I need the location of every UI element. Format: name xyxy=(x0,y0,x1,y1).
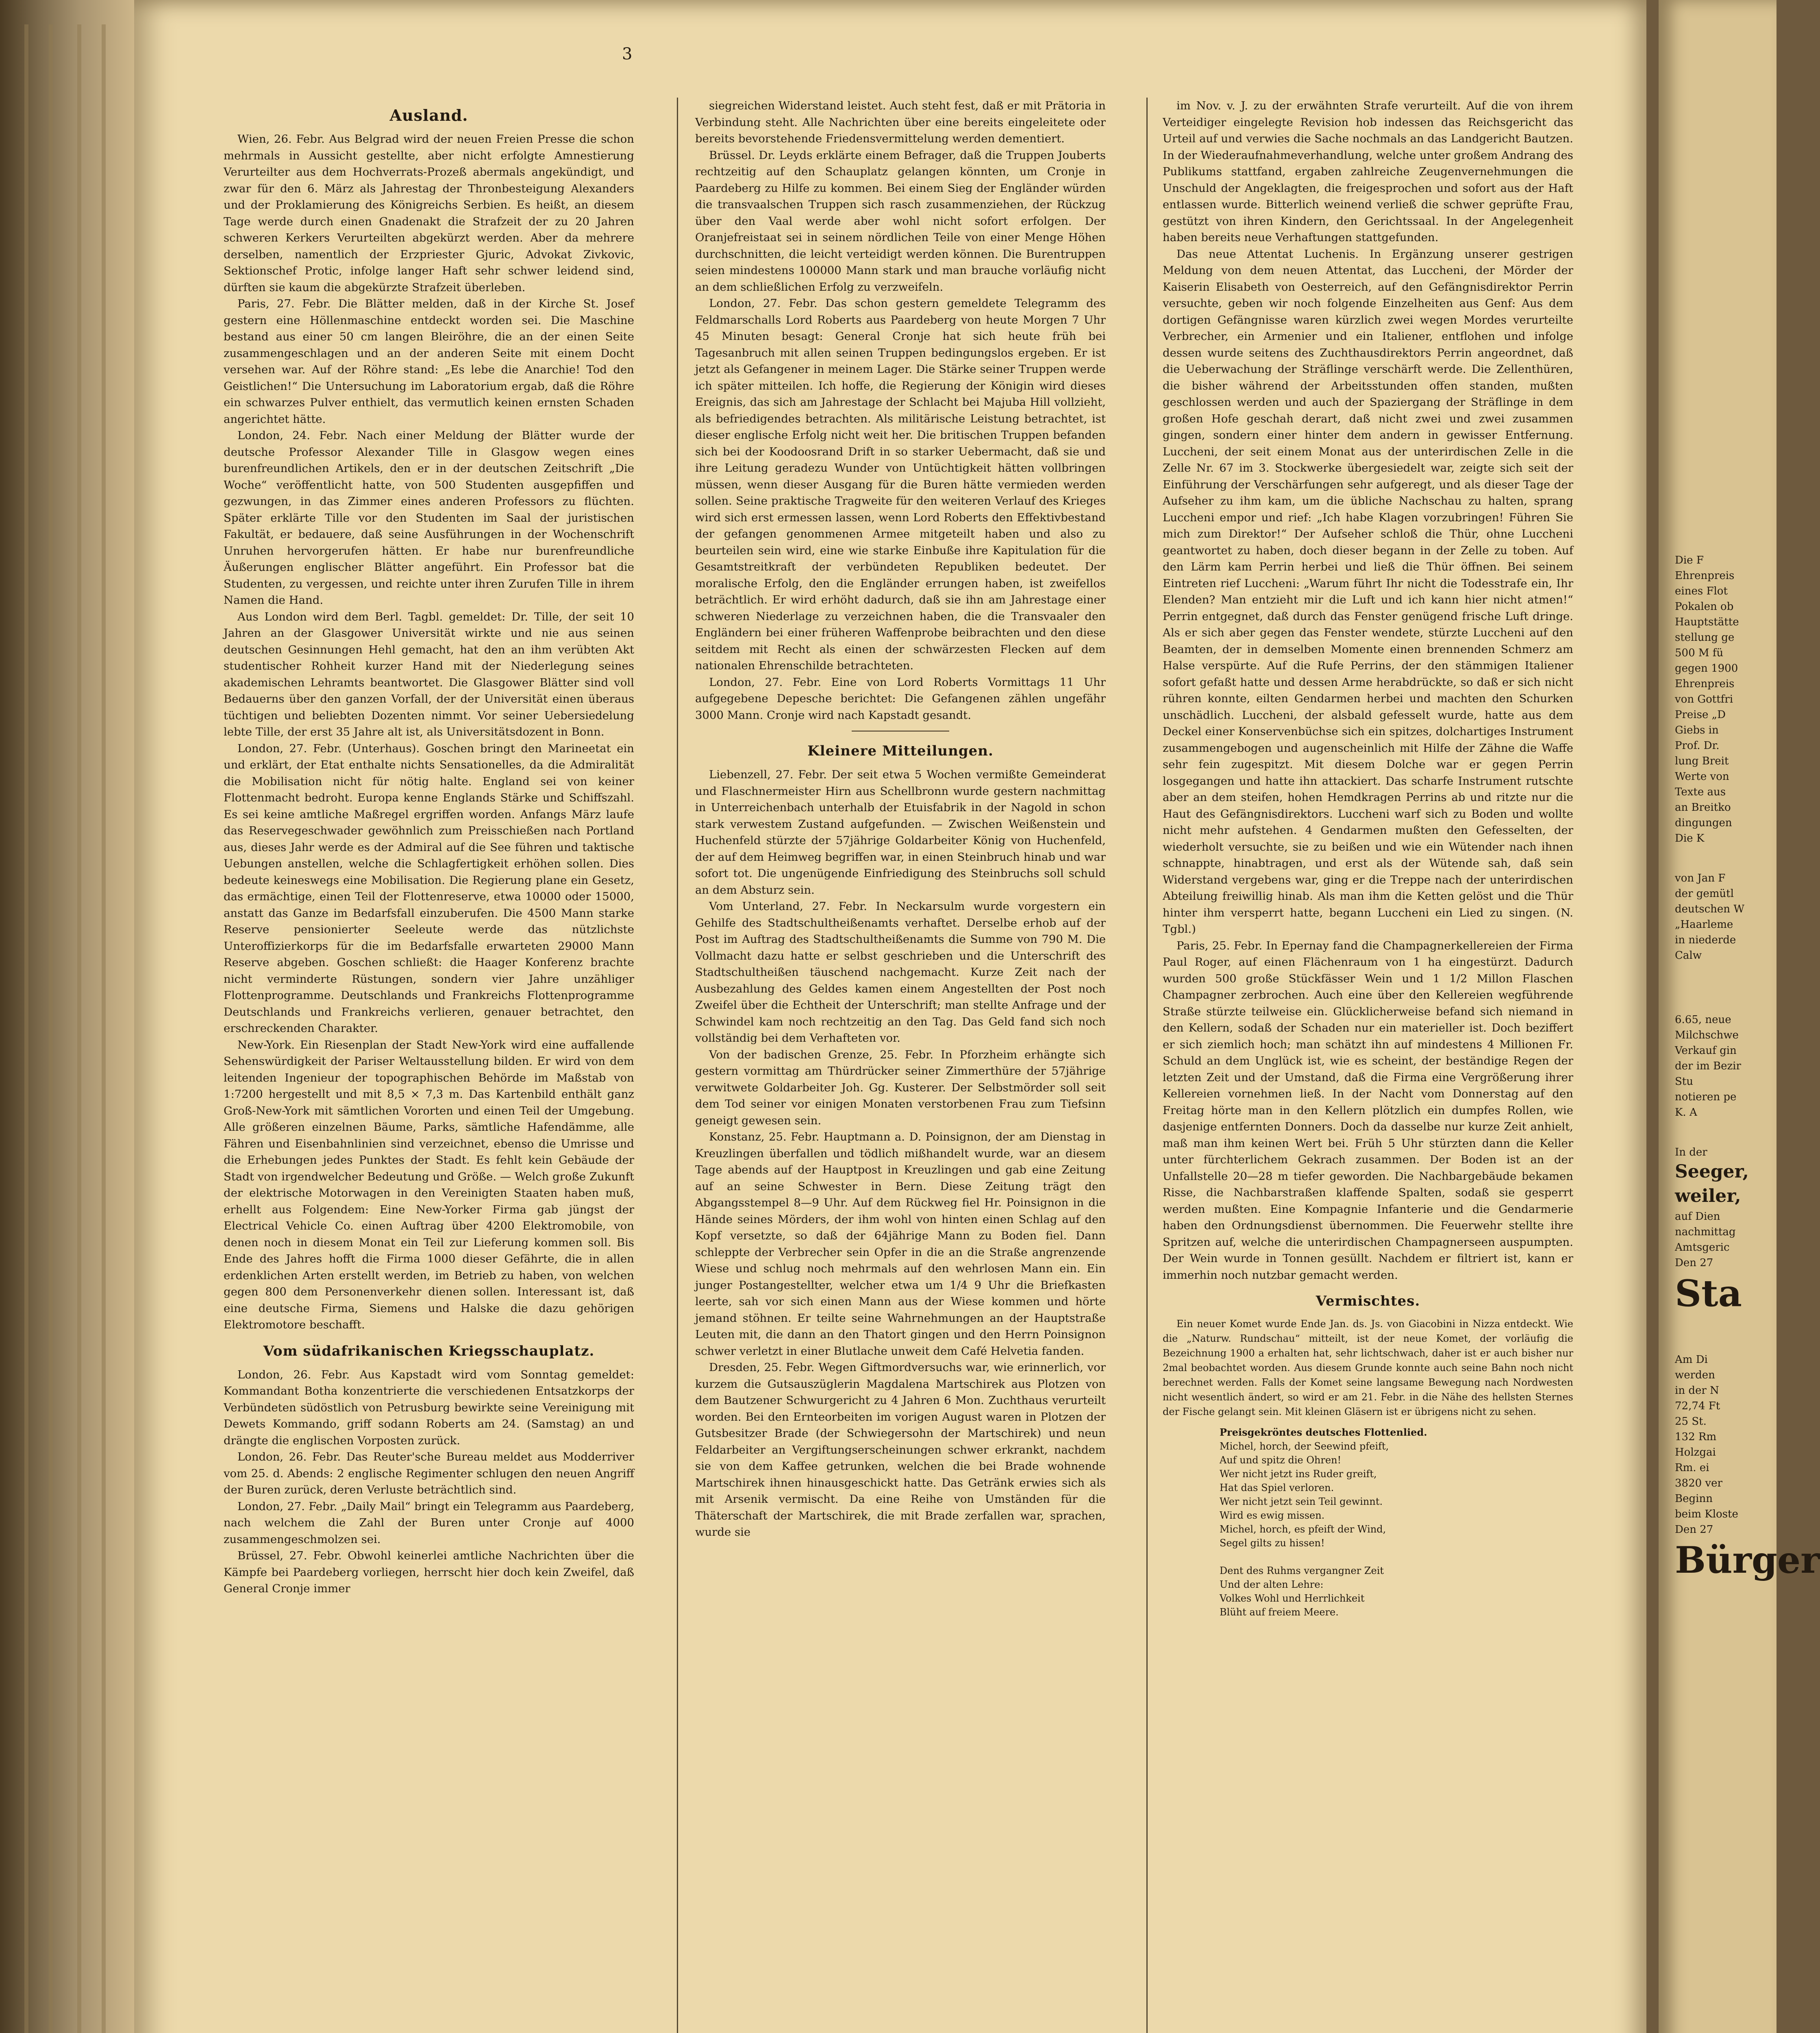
adjacent-text-fragment: nachmittag xyxy=(1675,1226,1736,1238)
poem-lines xyxy=(1220,1439,1573,1619)
adjacent-text-fragment: Rm. ei xyxy=(1675,1462,1709,1474)
adjacent-text-fragment: 72,74 Ft xyxy=(1675,1400,1720,1412)
adjacent-text-fragment: Die K xyxy=(1675,832,1705,845)
section-title-kriegsschauplatz: Vom südafrikanischen Kriegsschauplatz. xyxy=(263,1343,595,1359)
newspaper-page xyxy=(134,0,1646,2033)
article-paragraph: Von der badischen Grenze, 25. Febr. In Pforzheim erhängte sich gestern vormittag am Thürdrücker seiner Zimmerthüre der 57jährige verwitwete Goldarbeiter Joh. Gg. Kusterer. Der Selbstmörder soll seit dem Tod seiner vor einigen Monaten verstorbenen Frau zum Tiefsinn geneigt gewesen sein. xyxy=(695,1048,1106,1127)
column-rule xyxy=(677,98,678,2033)
article-paragraph: London, 26. Febr. Das Reuter'sche Bureau meldet aus Modderriver vom 25. d. Abends: 2 englische Regimenter schlugen den neuen Angriff der Buren zurück, deren Verluste beträchtlich sind. xyxy=(224,1450,634,1496)
adjacent-text-fragment: Prof. Dr. xyxy=(1675,740,1720,752)
article-list xyxy=(1163,98,1573,1283)
adjacent-text-fragment: 6.65, neue xyxy=(1675,1014,1731,1026)
poem-line: Wer nicht jetzt ins Ruder greift, xyxy=(1220,1468,1377,1480)
article-paragraph: London, 27. Febr. Eine von Lord Roberts Vormittags 11 Uhr aufgegebene Depesche berichtet: Die Gefangenen zählen ungefähr 3000 Mann. Cronje wird nach Kapstadt gesandt. xyxy=(695,675,1106,722)
poem-title: Preisgekröntes deutsches Flottenlied. xyxy=(1220,1426,1427,1438)
adjacent-text-fragment: Am Di xyxy=(1675,1354,1708,1366)
poem xyxy=(1220,1426,1573,1619)
adjacent-text-fragment: Bürger xyxy=(1675,1539,1820,1582)
article-paragraph: Aus London wird dem Berl. Tagbl. gemeldet: Dr. Tille, der seit 10 Jahren an der Glasgower Universität wirkte und nie aus seinen deutschen Gesinnungen Hehl gemacht, hat den an ihm verübten Akt studentischer Rohheit kurzer Hand mit der Niederlegung seines akademischen Lehramts beantwortet. Die Glasgower Blätter sind voll Bedauerns über den ganzen Vorfall, der der Universität einen überaus tüchtigen und beliebten Dozenten nimmt. Vor seiner Uebersiedelung lebte Tille, der erst 35 Jahre alt ist, als Universitätsdozent in Bonn. xyxy=(224,610,634,738)
adjacent-text-fragment: „Haarleme xyxy=(1675,919,1733,931)
page-edges xyxy=(102,24,106,2033)
poem-line: Blüht auf freiem Meere. xyxy=(1220,1606,1339,1618)
adjacent-text-fragment: Hauptstätte xyxy=(1675,616,1739,628)
adjacent-text-fragment: werden xyxy=(1675,1369,1715,1381)
adjacent-text-fragment: Werte von xyxy=(1675,771,1729,783)
section-title-vermischtes: Vermischtes. xyxy=(1316,1293,1420,1309)
article-list xyxy=(1163,1317,1573,1419)
adjacent-text-fragment: Ehrenpreis xyxy=(1675,570,1735,582)
column-2 xyxy=(695,98,1106,2033)
adjacent-text-fragment: Pokalen ob xyxy=(1675,601,1734,613)
adjacent-text-fragment: stellung ge xyxy=(1675,631,1735,644)
adjacent-text-fragment: eines Flot xyxy=(1675,585,1728,597)
page-number: 3 xyxy=(622,45,633,63)
article-paragraph: London, 27. Febr. (Unterhaus). Goschen bringt den Marineetat ein und erklärt, der Etat enthalte nichts Sensationelles, da die Admiralität die Mobilisation nicht für nötig halte. England sei von keiner Flottenmacht bedroht. Europa kenne Englands Stärke und Schiffszahl. Es sei keine amtliche Maßregel ergriffen worden. Anfangs März laufe das Reservegeschwader gewöhnlich zum Preisschießen nach Portland aus, dieses Jahr werde es der Admiral auf die See führen und taktische Uebungen anstellen, welche die Schlagfertigkeit erhöhen sollen. Dies bedeute keineswegs eine Mobilisation. Die Regierung plane ein Gesetz, das ermächtige, einen Teil der Flottenreserve, etwa 10000 oder 15000, anstatt das Ganze im Bedarfsfall einzuberufen. Die 4500 Mann starke Reserve pensionierter Seeleute werde das nützlichste Unteroffizierkorps für die im Bedarfsfalle erwarteten 29000 Mann Reserve abgeben. Goschen schließt: die Haager Konferenz brachte nicht verminderte Rüstungen, sondern vier Jahre unzähliger Flottenprogramme. Deutschlands und Frankreichs Flottenprogramme Deutschlands und Frankreichs verlieren, genauer betrachtet, den erschreckenden Charakter. xyxy=(224,742,634,1035)
article-paragraph: Brüssel, 27. Febr. Obwohl keinerlei amtliche Nachrichten über die Kämpfe bei Paardeberg vorliegen, herrscht hier doch kein Zweifel, daß General Cronje immer xyxy=(224,1549,634,1595)
article-paragraph: Brüssel. Dr. Leyds erklärte einem Befrager, daß die Truppen Jouberts rechtzeitig auf den Schauplatz gelangen könnten, um Cronje in Paardeberg zu Hilfe zu kommen. Bei einem Sieg der Engländer würden die transvaalschen Truppen sich rasch zusammenziehen, der Rückzug über den Vaal werde aber wohl nicht sofort erfolgen. Der Oranjefreistaat sei in seinem nördlichen Teile von einer Menge Höhen durchschnitten, die leicht verteidigt werden können. Die Burentruppen seien mindestens 100000 Mann stark und man brauche vorläufig nicht an dem schließlichen Erfolg zu verzweifeln. xyxy=(695,148,1106,294)
adjacent-text-fragment: K. A xyxy=(1675,1106,1697,1119)
poem-line: Wird es ewig missen. xyxy=(1220,1510,1325,1521)
article-paragraph: im Nov. v. J. zu der erwähnten Strafe verurteilt. Auf die von ihrem Verteidiger eingelegte Revision hob indessen das Reichsgericht das Urteil auf und verwies die Sache nochmals an das Landgericht Bautzen. In der Wiederaufnahmeverhandlung, welche unter großem Andrang des Publikums stattfand, ergaben zahlreiche Zeugenvernehmungen die Unschuld der Angeklagten, die freigesprochen und sofort aus der Haft entlassen wurde. Bitterlich weinend verließ die schwer geprüfte Frau, gestützt von ihren Kindern, den Gerichtssaal. In der Angelegenheit haben bereits neue Verhaftungen stattgefunden. xyxy=(1163,99,1573,244)
column-3 xyxy=(1163,98,1573,2033)
adjacent-text-fragment: Verkauf gin xyxy=(1675,1045,1737,1057)
poem-line: Volkes Wohl und Herrlichkeit xyxy=(1220,1593,1365,1604)
column-rule xyxy=(1146,98,1148,2033)
article-list xyxy=(224,131,634,1333)
poem-line xyxy=(1220,1550,1573,1564)
article-paragraph: Paris, 25. Febr. In Epernay fand die Champagnerkellereien der Firma Paul Roger, auf einen Flächenraum von 1 ha eingestürzt. Dadurch wurden 500 große Stückfässer Wein und 1 1/2 Millon Flaschen Champagner zerbrochen. Auch eine über den Kellereien wegführende Straße stürzte teilweise ein. Glücklicherweise befand sich niemand in den Kellern, sodaß der Schaden nur ein materieller ist. Doch beziffert er sich ziemlich hoch; man schätzt ihn auf mindestens 4 Millionen Fr. Schuld an dem Unglück ist, wie es scheint, der beständige Regen der letzten Zeit und der Umstand, daß die Firma eine Vergrößerung ihrer Kellereien vornehmen ließ. In der Nacht vom Donnerstag auf den Freitag hörte man in den Kellern plötzlich ein dumpfes Rollen, wie dasjenige entfernten Donners. Doch da dasselbe nur kurze Zeit anhielt, maß man ihm keinen Wert bei. Früh 5 Uhr stürzten dann die Keller unter fürchterlichem Gekrach zusammen. Der Boden ist an der Unfallstelle 20—28 m tiefer geworden. Die Nachbargebäude bekamen Risse, die Nachbarstraßen klaffende Spalten, sodaß sie gesperrt werden mußten. Eine Kompagnie Infanterie und die Gendarmerie haben den Ordnungsdienst übernommen. Die Feuerwehr stellte ihre Spritzen auf, welche die unterirdischen Champagnerseen auspumpten. Der Wein wurde in Tonnen gesüllt. Nachdem er filtriert ist, kann er immerhin noch nutzbar gemacht werden. xyxy=(1163,939,1573,1282)
poem-line: Michel, horch, es pfeift der Wind, xyxy=(1220,1524,1386,1535)
article-paragraph: London, 26. Febr. Aus Kapstadt wird vom Sonntag gemeldet: Kommandant Botha konzentrierte die verschiedenen Entsatzkorps der Verbündeten südöstlich von Petrusburg bewirkte seine Vereinigung mit Dewets Kommando, griff sodann Roberts am 24. (Samstag) an und drängte die englischen Vorposten zurück. xyxy=(224,1368,634,1447)
poem-line: Wer nicht jetzt sein Teil gewinnt. xyxy=(1220,1496,1383,1507)
adjacent-text-fragment: 25 St. xyxy=(1675,1415,1707,1428)
adjacent-text-fragment: von Gottfri xyxy=(1675,693,1733,705)
adjacent-text-fragment: Den 27 xyxy=(1675,1257,1713,1269)
book-binding xyxy=(0,0,134,2033)
adjacent-text-fragment: gegen 1900 xyxy=(1675,662,1738,675)
adjacent-text-fragment: Den 27 xyxy=(1675,1524,1713,1536)
article-list xyxy=(695,766,1106,1541)
article-paragraph: Liebenzell, 27. Febr. Der seit etwa 5 Wochen vermißte Gemeinderat und Flaschnermeister Hirn aus Schellbronn wurde gestern nachmittag in Unterreichenbach unterhalb der Etuisfabrik in der Nagold in schon stark verwestem Zustand aufgefunden. — Zwischen Weißenstein und Huchenfeld stürzte der 57jährige Goldarbeiter König von Huchenfeld, der auf dem Heimweg begriffen war, in einen Steinbruch hinab und war sofort tot. Die ungenügende Einfriedigung des Steinbruchs soll schuld an dem Absturz sein. xyxy=(695,768,1106,897)
adjacent-text-fragment: notieren pe xyxy=(1675,1091,1737,1103)
article-paragraph: Konstanz, 25. Febr. Hauptmann a. D. Poinsignon, der am Dienstag in Kreuzlingen überfallen und tödlich mißhandelt wurde, war an diesem Tage abends auf der Hauptpost in Kreuzlingen und gab eine Zeitung auf an seine Schwester in Bern. Diese Zeitung trägt den Abgangsstempel 8—9 Uhr. Auf dem Rückweg fiel Hr. Poinsignon in die Hände seines Mörders, der ihm wohl von hinten einen Schlag auf den Kopf versetzte, so daß der 64jährige Mann zu Boden fiel. Dann schleppte der Verbrecher sein Opfer in die an die Straße angrenzende Wiese und schlug noch mehrmals auf den wehrlosen Mann ein. Ein junger Postangestellter, welcher etwa um 1/4 9 Uhr die Briefkasten leerte, sah vor sich einen Mann aus der Wiese kommen und hörte jemand stöhnen. Er teilte seine Wahrnehmungen an der Hauptstraße Leuten mit, die dann an den Thatort gingen und den Herrn Poinsignon schwer verletzt in einer Blutlache unweit dem Café Helvetia fanden. xyxy=(695,1130,1106,1358)
article-paragraph: Wien, 26. Febr. Aus Belgrad wird der neuen Freien Presse die schon mehrmals in Aussicht gestellte, aber nicht erfolgte Amnestierung Verurteilter aus dem Hochverrats-Prozeß abermals angekündigt, und zwar für den 6. März als Jahrestag der Thronbesteigung Alexanders und der Proklamierung des Königreichs Serbien. Es heißt, an diesem Tage werde durch einen Gnadenakt die Strafzeit der zu 20 Jahren schweren Kerkers Verurteilten abgekürzt werden. Aber da mehrere derselben, namentlich der Erzpriester Gjuric, Advokat Zivkovic, Sektionschef Protic, infolge langer Haft sehr schwer leidend sind, dürften sie kaum die abgekürzte Strafzeit überleben. xyxy=(224,133,634,294)
article-paragraph: London, 24. Febr. Nach einer Meldung der Blätter wurde der deutsche Professor Alexander Tille in Glasgow wegen eines burenfreundlichen Artikels, den er in der deutschen Zeitschrift „Die Woche“ veröffentlicht hatte, von 500 Studenten ausgepfiffen und gezwungen, in das Zimmer eines anderen Professors zu flüchten. Später erklärte Tille vor den Studenten im Saal der juristischen Fakultät, er bedauere, daß seine Ausführungen in der Wochenschrift Unruhen hervorgerufen hätten. Er habe nur burenfreundliche Äußerungen englischer Blätter angeführt. Ein Professor bat die Studenten, zu vergessen, und reichte unter ihren Zurufen Tille in ihrem Namen die Hand. xyxy=(224,429,634,607)
adjacent-text-fragment: Ehrenpreis xyxy=(1675,678,1735,690)
article-paragraph: New-York. Ein Riesenplan der Stadt New-York wird eine auffallende Sehenswürdigkeit der Pariser Weltausstellung bilden. Er wird von dem leitenden Ingenieur der topographischen Behörde im Maßstab von 1:7200 hergestellt und mit 8,5 × 7,3 m. Das Kartenbild enthält ganz Groß-New-York mit sämtlichen Vororten und einen Teil der Umgebung. Alle größeren einzelnen Bäume, Parks, sämtliche Hafendämme, alle Fähren und Eisenbahnlinien sind verzeichnet, ebenso die Umrisse und die Erhebungen jedes Punktes der Stadt. Es fehlt kein Gebäude der Stadt von irgendwelcher Bedeutung und Größe. — Welch große Zukunft der elektrische Motorwagen in den Vereinigten Staaten haben muß, erhellt aus Folgendem: Eine New-Yorker Firma gab jüngst der Electrical Vehicle Co. einen Auftrag über 4200 Elektromobile, von denen noch in diesem Monat ein Teil zur Lieferung kommen soll. Bis Ende des Jahres hofft die Firma 1000 dieser Gefährte, die in allen erdenklichen Arten erstellt werden, im Betrieb zu haben, von welchen gegen 800 dem Personenverkehr dienen sollen. Interessant ist, daß eine deutsche Firma, Siemens und Halske die dazu gehörigen Elektromotore beschafft. xyxy=(224,1038,634,1331)
article-list xyxy=(695,98,1106,723)
adjacent-text-fragment: an Breitko xyxy=(1675,801,1731,814)
adjacent-text-fragment: von Jan F xyxy=(1675,872,1726,884)
adjacent-text-fragment: auf Dien xyxy=(1675,1210,1720,1223)
poem-line: Auf und spitz die Ohren! xyxy=(1220,1454,1342,1466)
poem-line: Segel gilts zu hissen! xyxy=(1220,1537,1325,1549)
adjacent-text-fragment: in niederde xyxy=(1675,934,1736,946)
article-paragraph: Dresden, 25. Febr. Wegen Giftmordversuchs war, wie erinnerlich, vor kurzem die Gutsauszüglerin Magdalena Martschirek aus Plotzen von dem Bautzener Schwurgericht zu 4 Jahren 6 Mon. Zuchthaus verurteilt worden. Bei den Ernteorbeiten im vorigen August waren in Plotzen der Gutsbesitzer Brade (der Schwiegersohn der Martschirek) und neun Feldarbeiter an Vergiftungserscheinungen schwer erkrankt, nachdem sie von dem Kaffee getrunken, welchen die bei Brade wohnende Martschirek ihnen hinausgeschickt hatte. Das Getränk erwies sich als mit Arsenik vermischt. Da eine Reihe von Umständen für die Thäterschaft der Martschirek, die mit Brade zerfallen war, sprachen, wurde sie xyxy=(695,1361,1106,1539)
adjacent-text-fragment: Amtsgeric xyxy=(1675,1241,1730,1254)
adjacent-text-fragment: In der xyxy=(1675,1146,1707,1158)
adjacent-text-fragment: Sta xyxy=(1675,1272,1742,1315)
adjacent-text-fragment: Seeger, xyxy=(1675,1161,1749,1182)
page-edges xyxy=(49,24,53,2033)
poem-line: Michel, horch, der Seewind pfeift, xyxy=(1220,1441,1389,1452)
adjacent-text-fragment: 132 Rm xyxy=(1675,1431,1717,1443)
article-paragraph: Vom Unterland, 27. Febr. In Neckarsulm wurde vorgestern ein Gehilfe des Stadtschultheißenamts verhaftet. Derselbe erhob auf der Post im Auftrag des Stadtschultheißenamts die Summe von 790 M. Die Vollmacht dazu hatte er selbst geschrieben und die Unterschrift des Stadtschultheißen täuschend nachgemacht. Kurze Zeit nach der Ausbezahlung des Geldes kamen einem Angestellten der Post noch Zweifel über die Echtheit der Unterschrift; man stellte Anfrage und der Schwindel kam noch rechtzeitig an den Tag. Das Geld fand sich noch vollständig bei dem Verhafteten vor. xyxy=(695,900,1106,1045)
adjacent-text-fragment: beim Kloste xyxy=(1675,1508,1738,1520)
page-edges xyxy=(77,24,81,2033)
adjacent-text-fragment: Preise „D xyxy=(1675,709,1726,721)
adjacent-text-fragment: der gemütl xyxy=(1675,888,1734,900)
adjacent-text-fragment: in der N xyxy=(1675,1384,1719,1397)
article-paragraph: Paris, 27. Febr. Die Blätter melden, daß in der Kirche St. Josef gestern eine Höllenmaschine entdeckt worden sei. Die Maschine bestand aus einer 50 cm langen Bleiröhre, die an der einen Seite zusammengeschlagen und an der anderen Seite mit einem Docht versehen war. Auf der Röhre stand: „Es lebe die Anarchie! Tod den Geistlichen!“ Die Untersuchung im Laboratorium ergab, daß die Röhre ein schwarzes Pulver enthielt, das vermutlich keinen ernsten Schaden angerichtet hätte. xyxy=(224,297,634,426)
section-title-ausland: Ausland. xyxy=(389,106,468,124)
article-paragraph: siegreichen Widerstand leistet. Auch steht fest, daß er mit Prätoria in Verbindung steht. Alle Nachrichten über eine bereits eingeleitete oder bereits bevorstehende Friedensvermittelung werden dementiert. xyxy=(695,99,1106,145)
adjacent-text-fragment: deutschen W xyxy=(1675,903,1744,915)
adjacent-text-fragment: Calw xyxy=(1675,949,1702,962)
adjacent-text-fragment: weiler, xyxy=(1675,1186,1741,1206)
article-paragraph: London, 27. Febr. „Daily Mail“ bringt ein Telegramm aus Paardeberg, nach welchem die Zahl der Buren unter Cronje auf 4000 zusammengeschmolzen sei. xyxy=(224,1500,634,1546)
adjacent-text-fragment: Die F xyxy=(1675,554,1704,566)
article-paragraph: Ein neuer Komet wurde Ende Jan. ds. Js. von Giacobini in Nizza entdeckt. Wie die „Naturw. Rundschau“ mitteilt, ist der neue Komet, der vorläufig die Bezeichnung 1900 a erhalten hat, sehr lichtschwach, daher ist er auch bisher nur 2mal beobachtet worden. Aus diesem Grunde konnte auch seine Bahn noch nicht berechnet werden. Falls der Komet seine langsame Bewegung nach Nordwesten nicht wesentlich ändert, so wird er am 21. Febr. in die Nähe des hellsten Sternes der Fische gelangt sein. Mit kleinen Gläsern ist er übrigens nicht zu sehen. xyxy=(1163,1318,1573,1417)
article-paragraph: London, 27. Febr. Das schon gestern gemeldete Telegramm des Feldmarschalls Lord Roberts aus Paardeberg von heute Morgen 7 Uhr 45 Minuten besagt: General Cronje hat sich heute früh bei Tagesanbruch mit allen seinen Truppen bedingungslos ergeben. Er ist jetzt als Gefangener in meinem Lager. Die Stärke seiner Truppen werde ich später mitteilen. Ich hoffe, die Regierung der Königin wird dieses Ereignis, das sich am Jahrestage der Schlacht bei Majuba Hill vollzieht, als befriedigendes betrachten. Als militärische Leistung betrachtet, ist dieser englische Erfolg nicht weit her. Die britischen Truppen befanden sich bei der Koodoosrand Drift in so starker Uebermacht, daß sie und ihre Leitung geradezu Wunder von Untüchtigkeit hätten vollbringen müssen, wenn dieser Ausgang für die Buren hätte vermieden werden sollen. Seine praktische Tragweite für den weiteren Verlauf des Krieges wird sich erst ermessen lassen, wenn Lord Roberts den Effektivbestand der gefangen genommenen Armee mitgeteilt haben und also zu beurteilen sein wird, eine wie starke Einbuße ihre Kapitulation für die Gesamtstreitkraft der verbündeten Republiken bedeutet. Der moralische Erfolg, den die Engländer errungen haben, ist zweifellos beträchtlich. Er wird erhöht dadurch, daß sie ihn am Jahrestage einer schweren Niederlage zu verzeichnen haben, die die Transvaaler den Engländern bei einer früheren Waffenprobe beibrachten und den diese seitdem mit Recht als einen der schwärzesten Flecken auf dem nationalen Ehrenschilde betrachteten. xyxy=(695,297,1106,672)
adjacent-text-fragment: 3820 ver xyxy=(1675,1477,1722,1489)
adjacent-text-fragment: dingungen xyxy=(1675,817,1732,829)
poem-line: Hat das Spiel verloren. xyxy=(1220,1482,1334,1493)
page-edges xyxy=(24,24,28,2033)
adjacent-text-fragment: 500 M fü xyxy=(1675,647,1724,659)
adjacent-text-fragment: der im Bezir xyxy=(1675,1060,1741,1072)
adjacent-text-fragment: Stu xyxy=(1675,1075,1694,1088)
section-title-mitteilungen: Kleinere Mitteilungen. xyxy=(807,743,994,759)
adjacent-text-fragment: lung Breit xyxy=(1675,755,1729,767)
adjacent-text-fragment: Beginn xyxy=(1675,1493,1713,1505)
article-list xyxy=(224,1367,634,1597)
adjacent-text-fragment: Milchschwe xyxy=(1675,1029,1739,1041)
adjacent-text-fragment: Texte aus xyxy=(1675,786,1726,798)
adjacent-text-fragment: Giebs in xyxy=(1675,724,1719,736)
poem-line: Dent des Ruhms vergangner Zeit xyxy=(1220,1565,1384,1576)
adjacent-text-fragment: Holzgai xyxy=(1675,1446,1716,1458)
column-1 xyxy=(224,98,634,2033)
article-paragraph: Das neue Attentat Luchenis. In Ergänzung unserer gestrigen Meldung von dem neuen Attentat, das Luccheni, der Mörder der Kaiserin Elisabeth von Oesterreich, auf den Gefängnisdirektor Perrin versuchte, geben wir noch folgende Einzelheiten aus Genf: Aus dem dortigen Gefängnisse waren kürzlich zwei wegen Mordes verurteilte Verbrecher, ein Armenier und ein Italiener, entflohen und infolge dessen wurde seitens des Zuchthausdirektors Perrin angeordnet, daß die Ueberwachung der Sträflinge verschärft werde. Die Zellenthüren, die bisher während der Arbeitsstunden offen standen, mußten geschlossen werden und auch der Spaziergang der Sträflinge in dem großen Hofe geschah derart, daß nicht zwei und zwei zusammen gingen, sondern einer hinter dem andern in gewisser Entfernung. Luccheni, der seit einem Monat aus der unterirdischen Zelle in die Zelle Nr. 67 im 3. Stockwerke übergesiedelt war, zeigte sich seit der Einführung der Verschärfungen sehr aufgeregt, und als dieser Tage der Aufseher zu ihm kam, um die übliche Nachschau zu halten, sprang Luccheni empor und rief: „Ich habe Klagen vorzubringen! Führen Sie mich zum Direktor!“ Der Aufseher schloß die Thür, ohne Luccheni geantwortet zu haben, doch dieser begann in der Zelle zu toben. Auf den Lärm kam Perrin herbei und ließ die Thür öffnen. Bei seinem Eintreten rief Luccheni: „Warum führt Ihr nicht die Todesstrafe ein, Ihr Elenden? Man entzieht mir die Luft und ich kann hier nicht atmen!“ Perrin entgegnet, daß durch das Fenster genügend frische Luft dringe. Als er sich aber gegen das Fenster wendete, stürzte Luccheni auf den Beamten, der in demselben Momente einen brennenden Schmerz am Halse verspürte. Auf die Rufe Perrins, der den stämmigen Italiener sofort gefaßt hatte und dessen Arme herabdrückte, so daß er sich nicht rühren konnte, eilten Gendarmen herbei und machten den Schurken unschädlich. Luccheni, der alsbald gefesselt wurde, hatte aus dem Deckel einer Konservenbüchse sich ein spitzes, dolchartiges Instrument zusammengebogen und augenscheinlich mit Hilfe der Zähne die Waffe sehr fein zugespitzt. Mit diesem Dolche war er gegen Perrin losgegangen und hatte ihn attackiert. Das scharfe Instrument rutschte aber an dem steifen, hohen Hemdkragen Perrins ab und ritzte nur die Haut des Gefängnisdirektors. Luccheni warf sich zu Boden und wollte nicht mehr aufstehen. 4 Gendarmen mußten den Gefesselten, der wiederholt versuchte, sie zu beißen und wie ein Wütender nach ihnen schnappte, hinabtragen, und erst als der Wütende sah, daß sein Widerstand vergebens war, ging er die Treppe nach der unterirdischen Abteilung freiwillig hinab. Als man ihm die Ketten gelöst und die Thür hinter ihm versperrt hatte, begann Luccheni ein Lied zu singen. (N. Tgbl.) xyxy=(1163,247,1573,936)
poem-line: Und der alten Lehre: xyxy=(1220,1579,1324,1590)
adjacent-page xyxy=(1659,0,1820,2033)
